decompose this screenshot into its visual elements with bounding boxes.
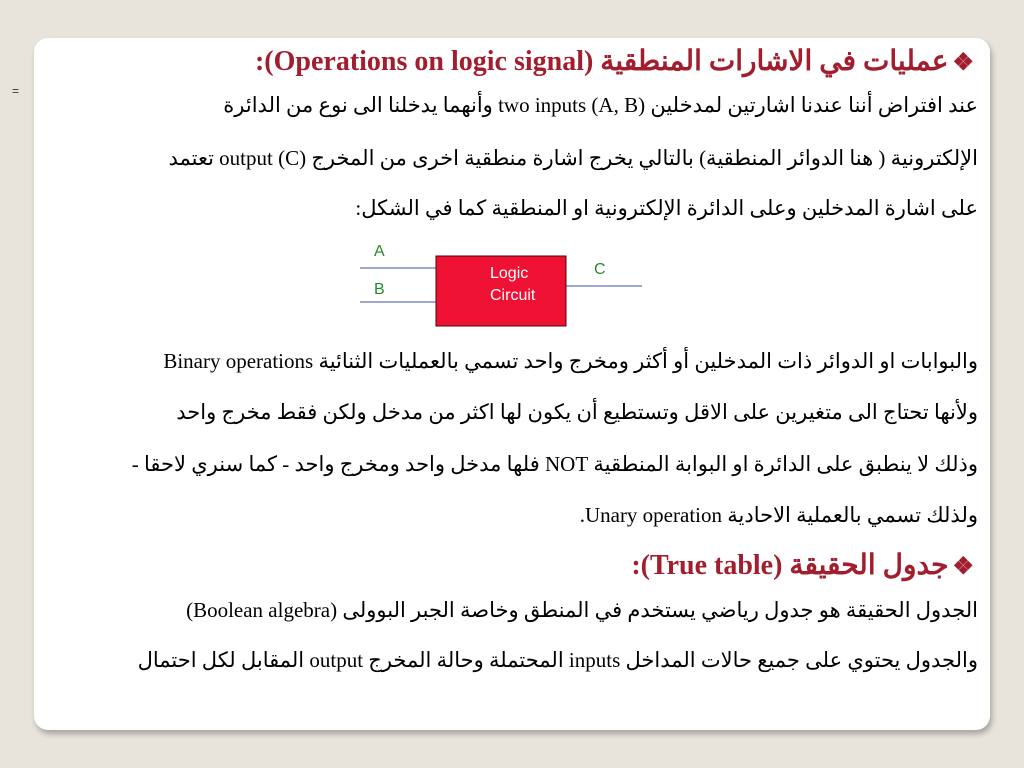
paragraph2-line1: والبوابات او الدوائر ذات المدخلين أو أكثر ومخرج واحد تسمي بالعمليات الثنائية Binary operations: [163, 349, 978, 373]
heading-text: عمليات في الاشارات المنطقية (Operations on logic signal):: [254, 46, 949, 77]
heading-logic-operations: [255, 44, 974, 78]
input-b-label: B: [374, 281, 385, 298]
paragraph1-line3: على اشارة المدخلين وعلى الدائرة الإلكترونية او المنطقية كما في الشكل:: [355, 196, 978, 220]
output-c-label: C: [594, 261, 606, 278]
paragraph2-line3: وذلك لا ينطبق على الدائرة او البوابة المنطقية NOT فلها مدخل واحد ومخرج واحد - كما سنري لاحقا -: [131, 452, 978, 476]
paragraph2-line2: ولأنها تحتاج الى متغيرين على الاقل وتستطيع أن يكون لها اكثر من مدخل ولكن فقط مخرج واحد: [176, 400, 978, 424]
diamond-bullet-icon: ❖: [952, 50, 974, 76]
paragraph3-line2: والجدول يحتوي على جميع حالات المداخل inputs المحتملة وحالة المخرج output المقابل لكل احتمال: [137, 648, 978, 672]
input-a-label: A: [374, 243, 385, 260]
diamond-bullet-icon: ❖: [952, 554, 974, 580]
heading-truth-table: [631, 548, 974, 582]
slide: [34, 38, 990, 730]
paragraph1-line2: الإلكترونية ( هنا الدوائر المنطقية) بالتالي يخرج اشارة منطقية اخرى من المخرج output (C) تعتمد: [168, 146, 978, 170]
heading-text: جدول الحقيقة (True table):: [631, 550, 949, 581]
corner-mark: =: [12, 84, 20, 98]
paragraph3-line1: الجدول الحقيقة هو جدول رياضي يستخدم في المنطق وخاصة الجبر البوولى (Boolean algebra): [186, 598, 978, 622]
box-label-logic: Logic: [490, 265, 529, 282]
paragraph2-line4: ولذلك تسمي بالعملية الاحادية Unary operation.: [579, 503, 978, 527]
logic-circuit-diagram: [360, 236, 650, 336]
box-label-circuit: Circuit: [490, 287, 536, 304]
paragraph1-line1: عند افتراض أننا عندنا اشارتين لمدخلين two inputs (A, B) وأنهما يدخلنا الى نوع من الدائرة: [223, 93, 978, 117]
